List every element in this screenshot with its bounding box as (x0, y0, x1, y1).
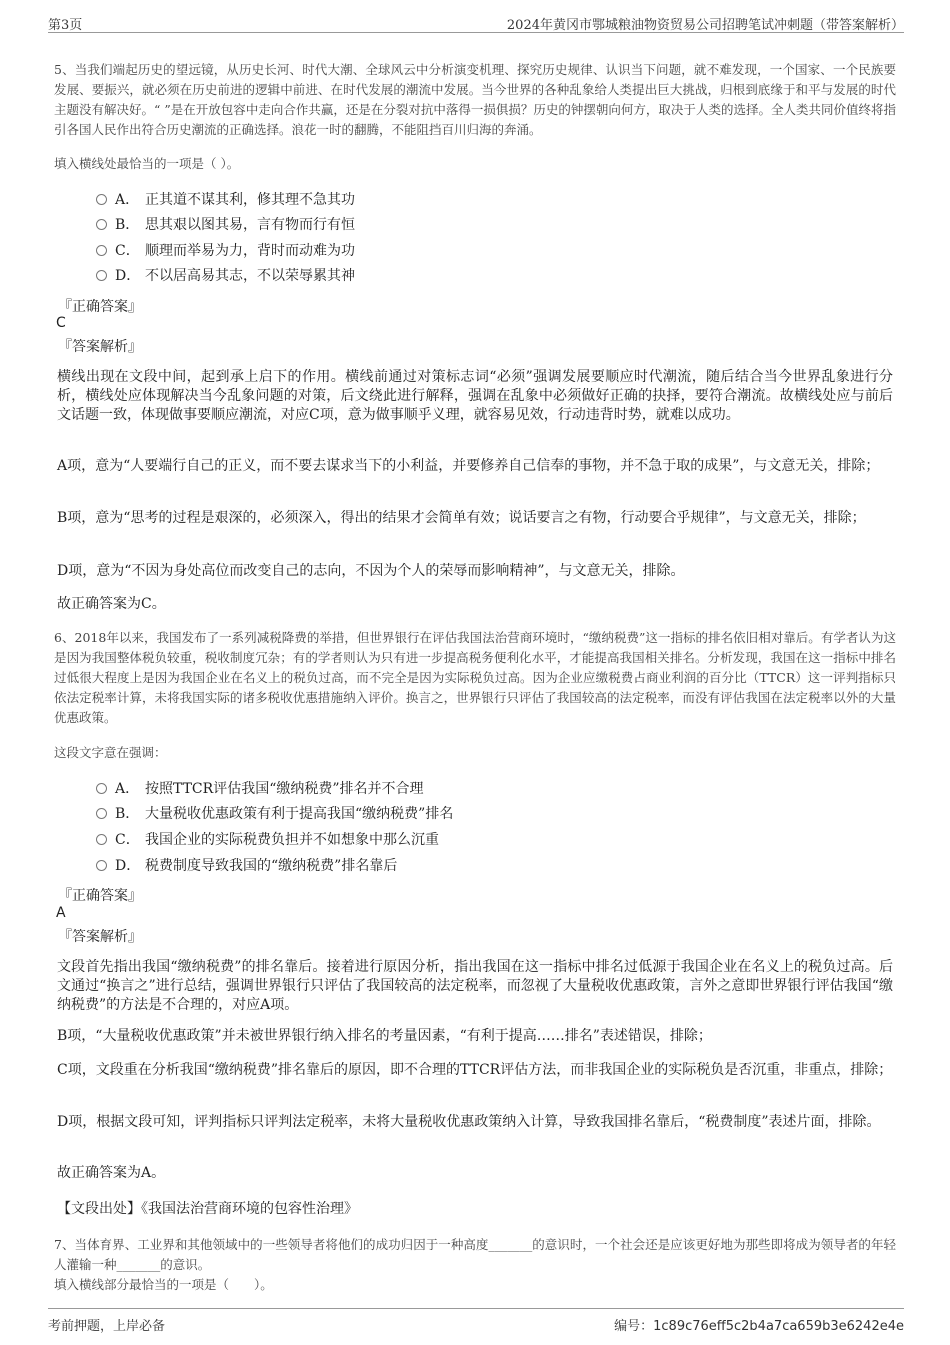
q6-option-a[interactable]: A． 按照TTCR评估我国“缴纳税费”排名并不合理 (96, 778, 424, 800)
footer-code: 编号：1c89c76eff5c2b4a7ca659b3e6242e4e (614, 1319, 904, 1334)
radio-icon[interactable] (96, 219, 107, 230)
q6-analysis-3: C项，文段重在分析我国“缴纳税费”排名靠后的原因，即不合理的TTCR评估方法，而非我国企业的实际税负是否沉重，非重点，排除； (57, 1062, 893, 1078)
footer-slogan: 考前押题，上岸必备 (48, 1319, 166, 1334)
source-bracket: 【文段出处】 (57, 1201, 141, 1217)
q5-analysis-3: B项，意为“思考的过程是艰深的，必须深入，得出的结果才会简单有效；说话要言之有物，行动要合乎规律”，与文意无关，排除； (57, 510, 866, 526)
q5-option-c[interactable]: C． 顺理而举易为力，背时而动难为功 (96, 240, 355, 262)
q5-answer-label: 『正确答案』 (58, 299, 142, 315)
radio-icon[interactable] (96, 860, 107, 871)
q6-answer-label: 『正确答案』 (58, 888, 142, 904)
radio-icon[interactable] (96, 194, 107, 205)
q5-analysis-4: D项，意为“不因为身处高位而改变自己的志向，不因为个人的荣辱而影响精神”，与文意无关，排除。 (57, 563, 685, 579)
q5-answer: C (56, 315, 66, 331)
page-header (48, 12, 904, 33)
q5-analysis-1: 横线出现在文段中间，起到承上启下的作用。横线前通过对策标志词“必须”强调发展要顺应时代潮流，随后结合当今世界乱象进行分析，横线处应体现解决当今乱象问题的对策，后文绕此进行解释，强调在乱象中必须做好正确的抉择，要符合潮流。故横线处应与前后文话题一致，体现做事要顺应潮流，对应C项，意为做事顺乎义理，就容易见效，行动违背时势，就难以成功。 (57, 369, 893, 423)
q5-option-a[interactable]: A． 正其道不谋其利，修其理不急其功 (96, 189, 355, 211)
radio-icon[interactable] (96, 808, 107, 819)
radio-icon[interactable] (96, 245, 107, 256)
source-title: 《我国法治营商环境的包容性治理》 (141, 1201, 358, 1217)
q6-option-c[interactable]: C． 我国企业的实际税费负担并不如想象中那么沉重 (96, 829, 439, 851)
q6-prompt: 这段文字意在强调： (54, 745, 167, 760)
q7-prompt: 填入横线部分最恰当的一项是（ ）。 (54, 1277, 273, 1292)
q5-option-b[interactable]: B． 思其艰以图其易，言有物而行有恒 (96, 214, 355, 236)
q6-analysis-4: D项，根据文段可知，评判指标只评判法定税率，未将大量税收优惠政策纳入计算，导致我国排名靠后，“税费制度”表述片面，排除。 (57, 1114, 881, 1130)
q5-analysis-label: 『答案解析』 (58, 339, 142, 355)
q5-passage: 5、当我们端起历史的望远镜，从历史长河、时代大潮、全球风云中分析演变机理、探究历史规律、认识当下问题，就不难发现，一个国家、一个民族要发展、要振兴，就必须在历史前进的逻辑中前进、在时代发展的潮流中发展。当今世界的各种乱象给人类提出巨大挑战，归根到底缘于和平与发展的时代主题没有解决好。“ ”是在开放包容中走向合作共赢，还是在分裂对抗中落得一损俱损？历史的钟摆朝向何方，取决于人类的选择。全人类共同价值终将指引各国人民作出符合历史潮流的正确选择。浪花一时的翻腾，不能阻挡百川归海的奔涌。 (54, 62, 896, 137)
q5-analysis-5: 故正确答案为C。 (57, 596, 166, 612)
radio-icon[interactable] (96, 270, 107, 281)
q5-option-d[interactable]: D． 不以居高易其志，不以荣辱累其神 (96, 265, 355, 287)
q6-analysis-5: 故正确答案为A。 (57, 1165, 166, 1181)
q7-passage: 7、当体育界、工业界和其他领域中的一些领导者将他们的成功归因于一种高度_______的意识时，一个社会还是应该更好地为那些即将成为领导者的年轻人灌输一种_______的意识。 (54, 1237, 896, 1272)
q6-option-d[interactable]: D． 税费制度导致我国的“缴纳税费”排名靠后 (96, 855, 397, 877)
page-number: 第3页 (48, 18, 83, 33)
q6-option-b[interactable]: B． 大量税收优惠政策有利于提高我国“缴纳税费”排名 (96, 803, 453, 825)
document-title: 2024年黄冈市鄂城粮油物资贸易公司招聘笔试冲刺题（带答案解析） (506, 18, 904, 33)
q5-prompt: 填入横线处最恰当的一项是（ ）。 (54, 156, 240, 171)
radio-icon[interactable] (96, 783, 107, 794)
q6-source (57, 1200, 893, 1219)
q6-analysis-1: 文段首先指出我国“缴纳税费”的排名靠后。接着进行原因分析，指出我国在这一指标中排名过低源于我国企业在名义上的税负过高。后文通过“换言之”进行总结，强调世界银行只评估了我国较高的法定税率，而忽视了大量税收优惠政策，言外之意即世界银行评估我国“缴纳税费”的方法是不合理的，对应A项。 (57, 959, 893, 1013)
radio-icon[interactable] (96, 834, 107, 845)
q6-analysis-2: B项，“大量税收优惠政策”并未被世界银行纳入排名的考量因素，“有利于提高……排名”表述错误，排除； (57, 1028, 712, 1044)
q6-analysis-label: 『答案解析』 (58, 929, 142, 945)
page-footer (48, 1308, 904, 1339)
q6-answer: A (56, 905, 66, 921)
q6-passage: 6、2018年以来，我国发布了一系列减税降费的举措，但世界银行在评估我国法治营商环境时，“缴纳税费”这一指标的排名依旧相对靠后。有学者认为这是因为我国整体税负较重，税收制度冗杂；有的学者则认为只有进一步提高税务便利化水平，才能提高我国相关排名。分析发现，我国在这一指标中排名过低很大程度上是因为我国企业在名义上的税负过高，而不完全是因为实际税负过高。因为企业应缴税费占商业利润的百分比（TTCR）这一评判指标只依法定税率计算，未将我国实际的诸多税收优惠措施纳入评价。换言之，世界银行只评估了我国较高的法定税率，而没有评估我国在法定税率以外的大量优惠政策。 (54, 630, 896, 725)
q5-analysis-2: A项，意为“人要端行自己的正义，而不要去谋求当下的小利益，并要修养自己信奉的事物，并不急于取的成果”，与文意无关，排除； (57, 458, 880, 474)
